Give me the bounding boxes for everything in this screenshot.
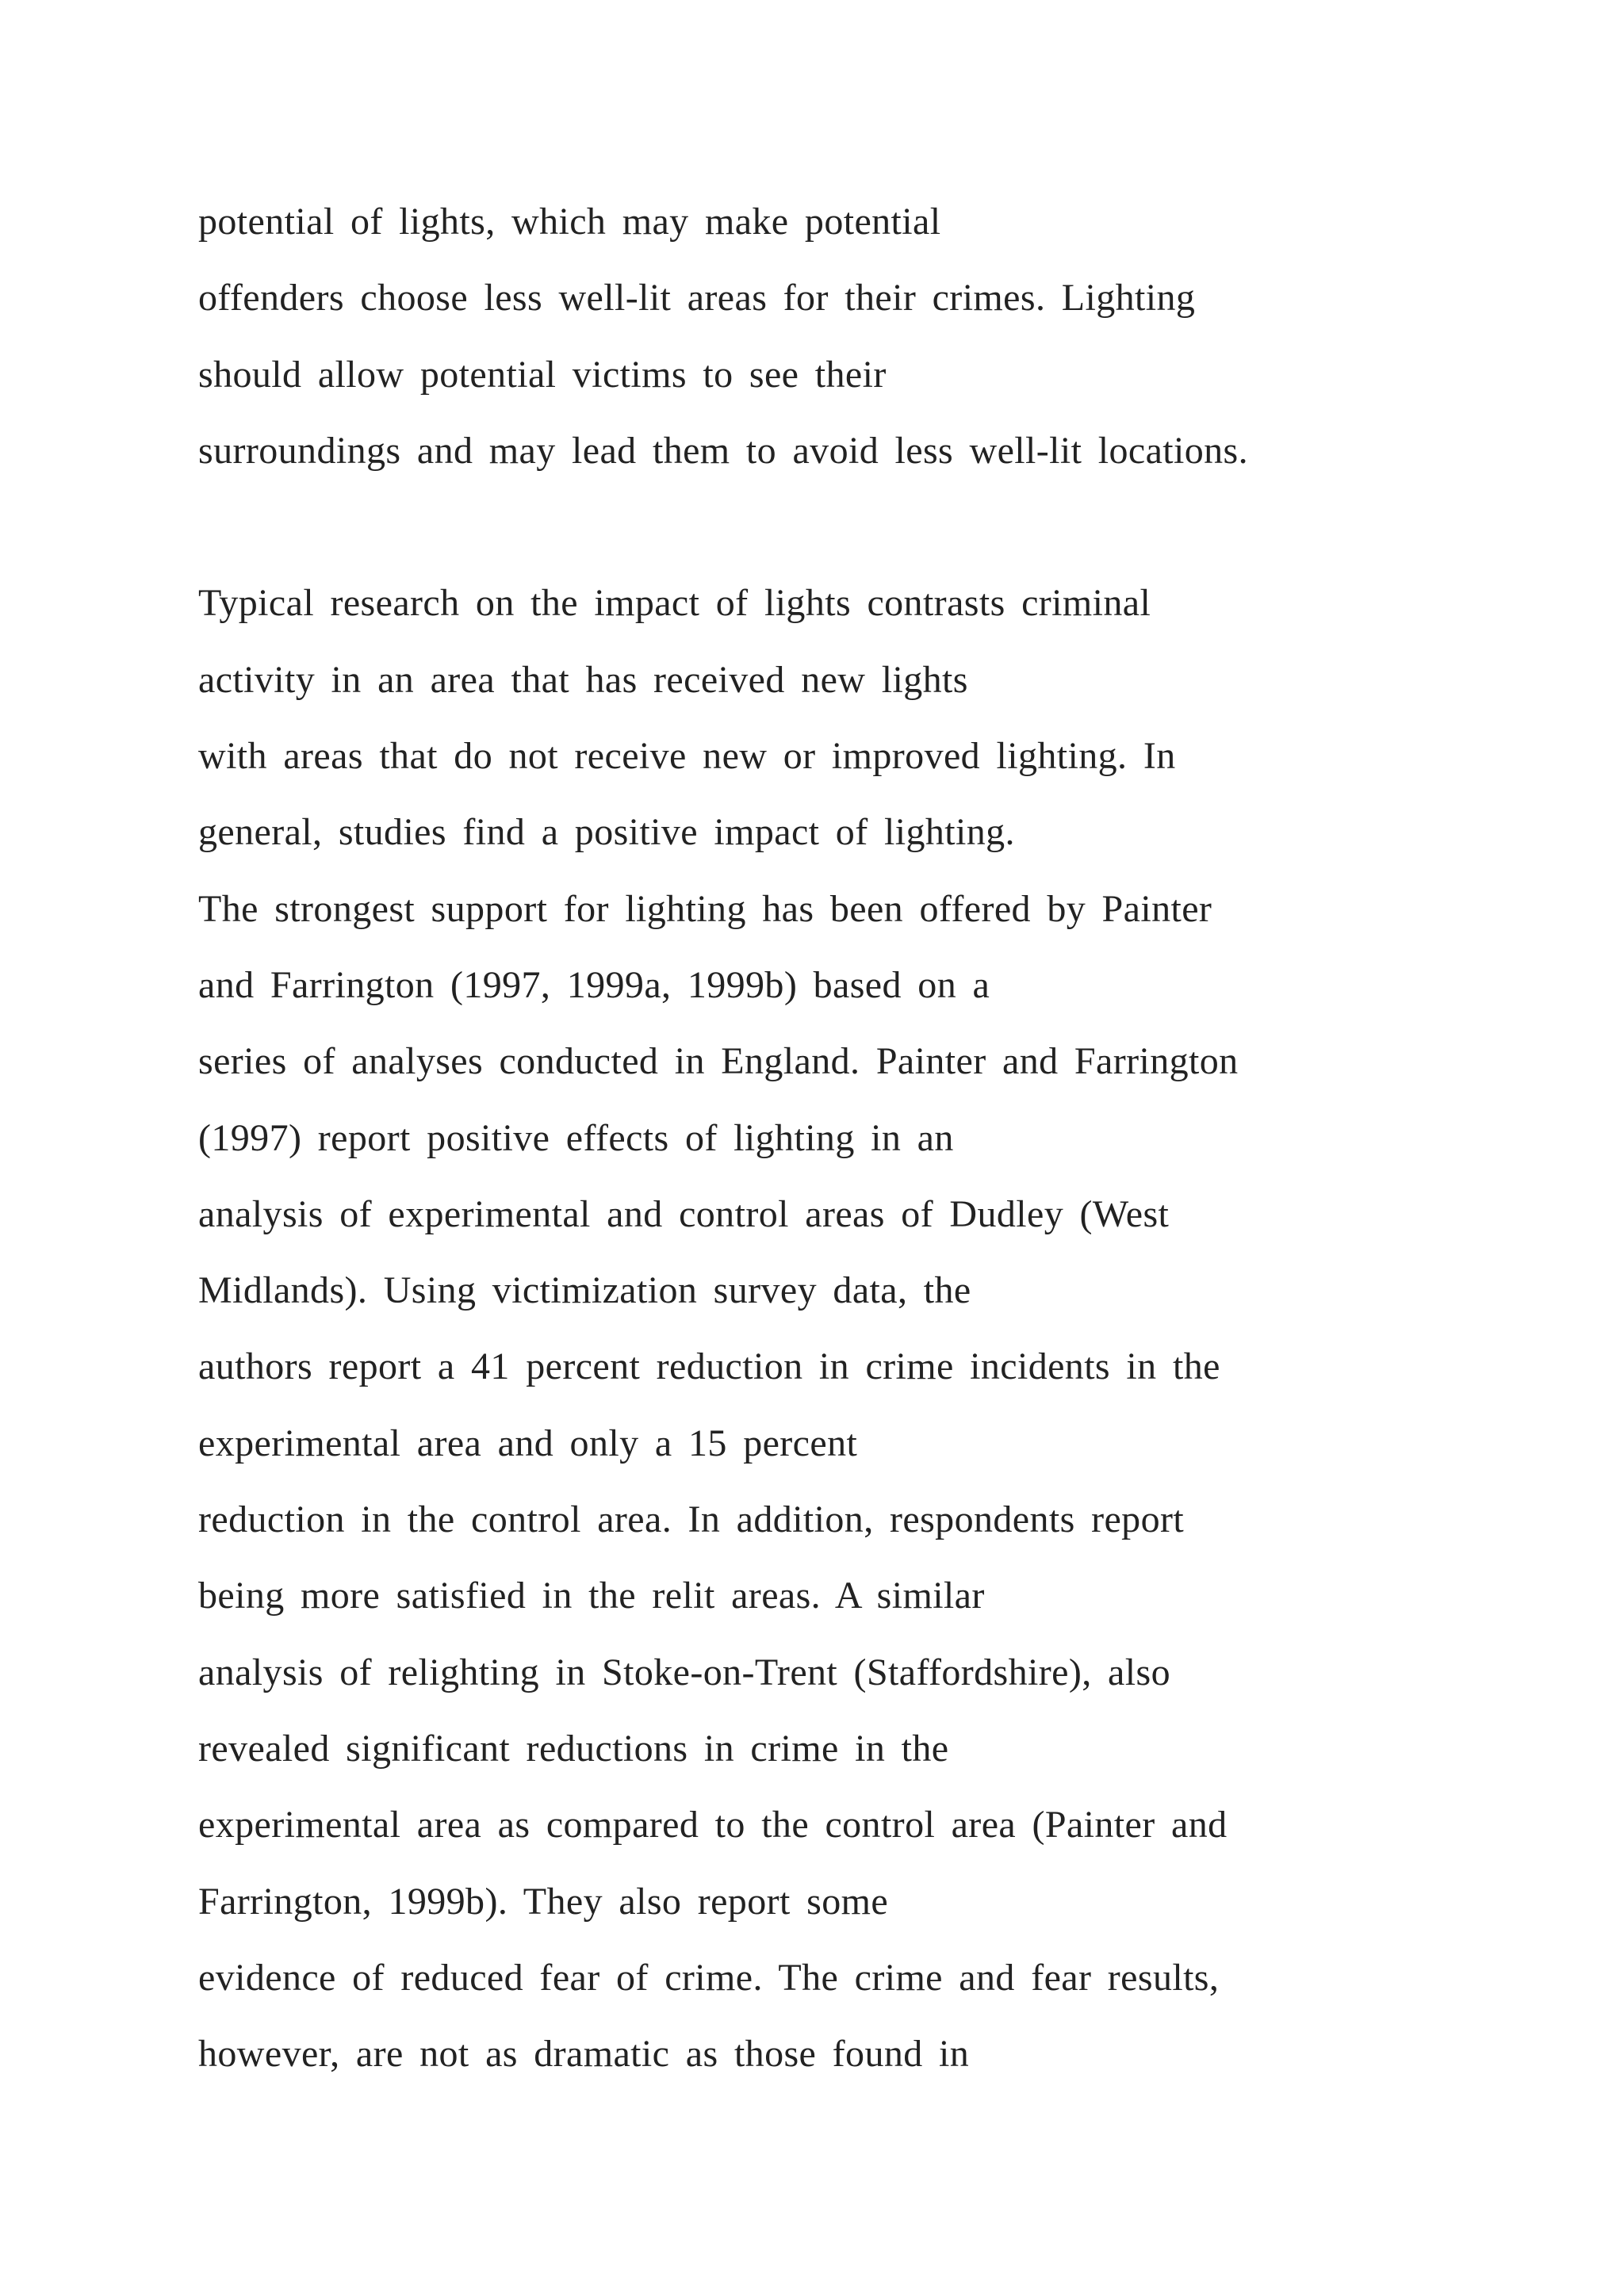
text-line: general, studies find a positive impact of lighting. bbox=[198, 811, 1015, 854]
text-line: authors report a 41 percent reduction in crime incidents in the bbox=[198, 1345, 1220, 1388]
text-line: and Farrington (1997, 1999a, 1999b) based on a bbox=[198, 963, 990, 1006]
body-text bbox=[198, 184, 1546, 2092]
text-line: analysis of relighting in Stoke-on-Trent (Staffordshire), also bbox=[198, 1651, 1170, 1693]
text-line: surroundings and may lead them to avoid less well-lit locations. bbox=[198, 429, 1249, 472]
text-line: evidence of reduced fear of crime. The crime and fear results, bbox=[198, 1956, 1220, 1999]
text-line: potential of lights, which may make potential bbox=[198, 201, 941, 243]
text-line: should allow potential victims to see their bbox=[198, 353, 887, 396]
text-line: analysis of experimental and control areas of Dudley (West bbox=[198, 1192, 1170, 1235]
text-line: revealed significant reductions in crime in the bbox=[198, 1727, 949, 1770]
text-line: Farrington, 1999b). They also report some bbox=[198, 1880, 889, 1923]
paragraph-break bbox=[198, 489, 1546, 565]
text-line: Midlands). Using victimization survey data, the bbox=[198, 1269, 971, 1312]
text-line: experimental area and only a 15 percent bbox=[198, 1422, 858, 1464]
text-line: series of analyses conducted in England. Painter and Farrington bbox=[198, 1040, 1239, 1083]
text-line: experimental area as compared to the control area (Painter and bbox=[198, 1804, 1228, 1846]
text-line: offenders choose less well-lit areas for their crimes. Lighting bbox=[198, 277, 1196, 320]
text-line: being more satisfied in the relit areas. A similar bbox=[198, 1575, 985, 1617]
text-line: reduction in the control area. In addition, respondents report bbox=[198, 1498, 1185, 1541]
text-line: Typical research on the impact of lights contrasts criminal bbox=[198, 582, 1151, 625]
text-line: however, are not as dramatic as those found in bbox=[198, 2033, 970, 2076]
text-line: (1997) report positive effects of lighting in an bbox=[198, 1116, 954, 1159]
text-line: activity in an area that has received new lights bbox=[198, 658, 968, 701]
text-line: The strongest support for lighting has been offered by Painter bbox=[198, 887, 1212, 930]
text-line: with areas that do not receive new or improved lighting. In bbox=[198, 735, 1176, 778]
